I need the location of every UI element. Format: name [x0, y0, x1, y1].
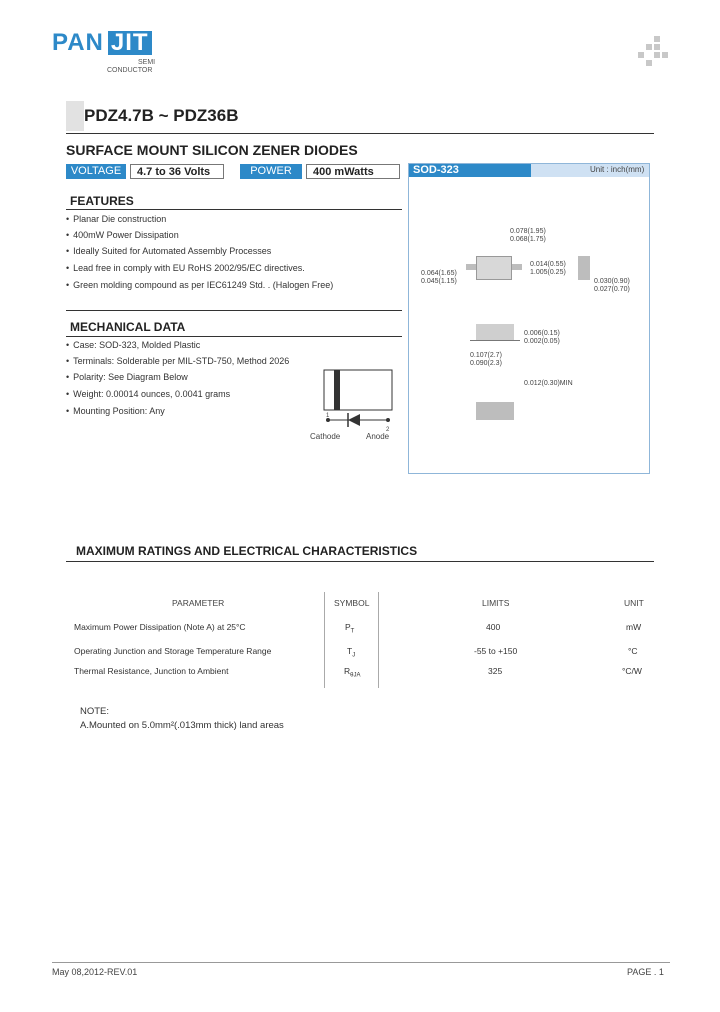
table-row-limits: 400 — [486, 622, 501, 632]
mechanical-item: • Polarity: See Diagram Below — [66, 372, 188, 382]
package-name: SOD-323 — [409, 164, 531, 177]
feature-item: • Lead free in comply with EU RoHS 2002/95/EC directives. — [66, 263, 305, 273]
corner-dots-decoration — [638, 36, 668, 66]
features-divider — [66, 209, 402, 210]
table-row-parameter: Maximum Power Dissipation (Note A) at 25°C — [74, 622, 246, 632]
dim-label: 0.068(1.75) — [510, 236, 546, 243]
package-footprint-view — [476, 402, 514, 420]
product-description: SURFACE MOUNT SILICON ZENER DIODES — [66, 142, 358, 158]
dim-label: 0.090(2.3) — [470, 360, 502, 367]
power-value: 400 mWatts — [306, 164, 400, 179]
ratings-divider — [66, 561, 654, 562]
table-row-parameter: Thermal Resistance, Junction to Ambient — [74, 666, 229, 676]
anode-label: Anode — [366, 432, 390, 441]
mechanical-divider — [66, 336, 402, 337]
dim-label: 0.064(1.65) — [421, 270, 457, 277]
footer-date: May 08,2012-REV.01 — [52, 967, 138, 977]
feature-item: • Ideally Suited for Automated Assembly Processes — [66, 246, 271, 256]
package-top-view-body — [476, 256, 512, 280]
package-front-view-base — [470, 340, 520, 341]
features-heading: FEATURES — [70, 194, 134, 208]
feature-item: • 400mW Power Dissipation — [66, 230, 179, 240]
feature-item: • Green molding compound as per IEC61249 Std. . (Halogen Free) — [66, 280, 333, 290]
table-row-symbol: $T_J$ — [347, 646, 356, 659]
package-unit: Unit : inch(mm) — [590, 165, 645, 174]
col-parameter: PARAMETER — [172, 598, 225, 608]
mechanical-item: • Case: SOD-323, Molded Plastic — [66, 340, 200, 350]
cathode-label: Cathode — [310, 432, 341, 441]
col-unit: UNIT — [624, 598, 644, 608]
pin-1-label: 1 — [326, 413, 330, 419]
mechanical-item: • Terminals: Solderable per MIL-STD-750, Method 2026 — [66, 356, 289, 366]
table-row-parameter: Operating Junction and Storage Temperature Range — [74, 646, 272, 656]
package-lead-right — [512, 264, 522, 270]
mechanical-item: • Mounting Position: Any — [66, 406, 165, 416]
col-symbol: SYMBOL — [334, 598, 370, 608]
note-heading: NOTE: — [80, 706, 110, 717]
ratings-heading: MAXIMUM RATINGS AND ELECTRICAL CHARACTERISTICS — [76, 544, 418, 558]
voltage-value: 4.7 to 36 Volts — [130, 164, 224, 179]
footer-divider — [52, 962, 670, 963]
package-side-view — [578, 256, 590, 280]
package-front-view-body — [476, 324, 514, 340]
dim-label: 0.078(1.95) — [510, 228, 546, 235]
logo-jit-text: JIT — [108, 31, 152, 55]
logo-sub-semi: SEMI — [138, 59, 156, 66]
dim-label: 1.005(0.25) — [530, 269, 566, 276]
table-row-unit: mW — [626, 622, 642, 632]
table-row-limits: -55 to +150 — [474, 646, 518, 656]
dim-label: 0.027(0.70) — [594, 286, 630, 293]
cathode-band — [334, 370, 340, 410]
table-col-separator — [378, 592, 379, 688]
table-row-unit: °C — [628, 646, 638, 656]
dim-label: 0.006(0.15) — [524, 330, 560, 337]
table-col-separator — [324, 592, 325, 688]
col-limits: LIMITS — [482, 598, 510, 608]
logo-sub-conductor: CONDUCTOR — [107, 67, 153, 74]
mechanical-top-divider — [66, 310, 402, 311]
dim-label: 0.030(0.90) — [594, 278, 630, 285]
dim-label: 0.014(0.55) — [530, 261, 566, 268]
package-lead-left — [466, 264, 476, 270]
pin-2-label: 2 — [386, 427, 390, 433]
note-text: A.Mounted on 5.0mm²(.013mm thick) land areas — [80, 720, 284, 731]
diode-symbol-icon — [348, 414, 360, 426]
footer-page: PAGE . 1 — [627, 967, 664, 977]
table-row-unit: °C/W — [622, 666, 642, 676]
dim-label: 0.012(0.30)MIN — [524, 380, 573, 387]
table-row-symbol: $R_{\theta JA}$ — [344, 666, 361, 679]
package-drawing-box — [408, 163, 650, 474]
logo-pan-text: PAN — [52, 29, 104, 56]
dim-label: 0.045(1.15) — [421, 278, 457, 285]
table-row-symbol: $P_T$ — [345, 622, 355, 635]
dim-label: 0.107(2.7) — [470, 352, 502, 359]
mechanical-item: • Weight: 0.00014 ounces, 0.0041 grams — [66, 389, 230, 399]
power-label: POWER — [240, 164, 302, 179]
mechanical-heading: MECHANICAL DATA — [70, 320, 186, 334]
title-divider — [66, 133, 654, 134]
part-number-marker — [66, 101, 84, 131]
dim-label: 0.002(0.05) — [524, 338, 560, 345]
table-row-limits: 325 — [488, 666, 503, 676]
voltage-label: VOLTAGE — [66, 164, 126, 179]
feature-item: • Planar Die construction — [66, 214, 166, 224]
part-number-title: PDZ4.7B ~ PDZ36B — [84, 106, 239, 125]
panjit-logo — [52, 30, 152, 56]
